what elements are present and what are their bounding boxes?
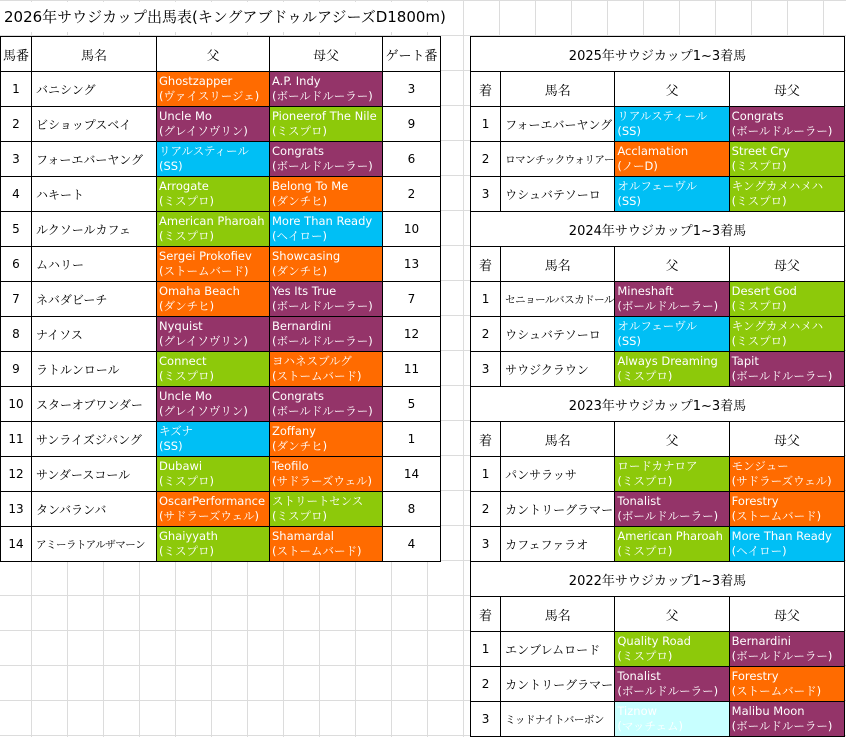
entry-row	[1, 247, 441, 282]
entry-dam-sire-cell-horse: Bernardini	[272, 319, 332, 333]
result-sire-cell-line: (ミスプロ)	[617, 369, 673, 383]
result-dam-sire-cell-horse: Bernardini	[731, 634, 792, 648]
entry-horse-name[interactable]: ビショップスベイ	[32, 107, 157, 142]
results-header-cell[interactable]: 着	[471, 72, 501, 107]
result-sire-cell[interactable]	[615, 702, 729, 737]
result-sire-cell[interactable]	[615, 457, 729, 492]
result-horse-name[interactable]: パンサラッサ	[501, 457, 615, 492]
result-sire-cell[interactable]	[615, 142, 729, 177]
entry-row	[1, 527, 441, 562]
entry-number[interactable]: 13	[1, 492, 32, 527]
entry-horse-name[interactable]: バニシング	[32, 72, 157, 107]
result-sire-cell-line: (ミスプロ)	[617, 474, 673, 488]
entry-sire-cell[interactable]	[157, 247, 270, 282]
results-header-cell[interactable]: 馬名	[501, 422, 615, 457]
result-sire-cell-line: (ノーD)	[617, 159, 658, 173]
entries-header-cell[interactable]: 馬番	[1, 37, 32, 72]
entry-dam-sire-cell[interactable]	[270, 142, 383, 177]
results-header-cell[interactable]: 着	[471, 247, 501, 282]
entry-sire-cell-horse: Arrogate	[159, 179, 209, 193]
entry-sire-cell-horse: Uncle Mo	[159, 109, 212, 123]
entry-dam-sire-cell[interactable]	[270, 107, 383, 142]
entry-sire-cell[interactable]	[157, 72, 270, 107]
entry-horse-name[interactable]: ネバダビーチ	[32, 282, 157, 317]
entry-dam-sire-cell-horse: Congrats	[272, 389, 324, 403]
result-dam-sire-cell[interactable]	[729, 632, 844, 667]
result-place[interactable]: 3	[471, 352, 501, 387]
result-place[interactable]: 2	[471, 667, 501, 702]
entry-dam-sire-cell[interactable]	[270, 457, 383, 492]
entry-dam-sire-cell-line: (ヘイロー)	[272, 229, 327, 243]
entry-dam-sire-cell[interactable]	[270, 492, 383, 527]
entry-sire-cell[interactable]	[157, 387, 270, 422]
result-row	[471, 667, 845, 702]
result-sire-cell-horse: Mineshaft	[617, 284, 674, 298]
entry-dam-sire-cell-horse: Congrats	[272, 144, 324, 158]
result-dam-sire-cell-line: (ミスプロ)	[731, 159, 787, 173]
entry-gate-number[interactable]: 11	[383, 352, 441, 387]
entry-dam-sire-cell[interactable]	[270, 387, 383, 422]
entry-sire-cell-line: (サドラーズウェル)	[159, 509, 259, 523]
result-horse-name[interactable]: サウジクラウン	[501, 352, 615, 387]
entry-row	[1, 177, 441, 212]
entry-gate-number[interactable]: 5	[383, 387, 441, 422]
entry-dam-sire-cell[interactable]	[270, 282, 383, 317]
entry-dam-sire-cell[interactable]	[270, 352, 383, 387]
entry-number[interactable]: 7	[1, 282, 32, 317]
entry-sire-cell-line: (ミスプロ)	[159, 229, 214, 243]
entry-dam-sire-cell-line: (ボールドルーラー)	[272, 299, 373, 313]
entry-sire-cell[interactable]	[157, 317, 270, 352]
entry-gate-number[interactable]: 10	[383, 212, 441, 247]
entry-number[interactable]: 4	[1, 177, 32, 212]
entry-number[interactable]: 10	[1, 387, 32, 422]
result-sire-cell[interactable]	[615, 492, 729, 527]
result-dam-sire-cell-line: (ボールドルーラー)	[731, 719, 833, 733]
entry-dam-sire-cell-line: (ダンチヒ)	[272, 264, 328, 278]
entry-row	[1, 317, 441, 352]
results-header-cell[interactable]: 母父	[729, 247, 844, 282]
result-dam-sire-cell-horse: キングカメハメハ	[731, 319, 824, 333]
entry-row	[1, 142, 441, 177]
entry-gate-number[interactable]: 9	[383, 107, 441, 142]
entry-sire-cell-horse: OscarPerformance	[159, 494, 266, 508]
entry-dam-sire-cell-horse: A.P. Indy	[272, 74, 321, 88]
entry-dam-sire-cell-horse: More Than Ready	[272, 214, 373, 228]
result-dam-sire-cell[interactable]	[729, 492, 844, 527]
entry-sire-cell-line: (SS)	[159, 439, 183, 453]
entry-horse-name[interactable]: ルクソールカフェ	[32, 212, 157, 247]
result-dam-sire-cell-horse: Forestry	[731, 669, 779, 683]
result-horse-name[interactable]: ウシュバテソーロ	[501, 177, 615, 212]
results-section-title[interactable]: 2022年サウジカップ1~3着馬	[471, 562, 845, 597]
entry-gate-number[interactable]: 1	[383, 422, 441, 457]
past-results-table	[470, 36, 845, 737]
result-dam-sire-cell-line: (ミスプロ)	[731, 334, 787, 348]
result-sire-cell-horse: Tonalist	[617, 669, 661, 683]
result-place[interactable]: 1	[471, 282, 501, 317]
entry-dam-sire-cell-line: (ストームバード)	[272, 544, 362, 558]
entry-number[interactable]: 5	[1, 212, 32, 247]
result-dam-sire-cell-line: (サドラーズウェル)	[731, 474, 832, 488]
entry-sire-cell-line: (ミスプロ)	[159, 194, 214, 208]
entry-gate-number[interactable]: 4	[383, 527, 441, 562]
result-sire-cell[interactable]	[615, 667, 729, 702]
result-horse-name[interactable]: ウシュバテソーロ	[501, 317, 615, 352]
entry-sire-cell-horse: キズナ	[159, 424, 194, 438]
entry-number[interactable]: 2	[1, 107, 32, 142]
results-header-cell[interactable]: 馬名	[501, 247, 615, 282]
entry-horse-name[interactable]: ムハリー	[32, 247, 157, 282]
result-row	[471, 107, 845, 142]
result-sire-cell-line: (ミスプロ)	[617, 649, 673, 663]
entry-dam-sire-cell-line: (ストームバード)	[272, 369, 362, 383]
entry-number[interactable]: 8	[1, 317, 32, 352]
results-section-title-row	[471, 37, 845, 72]
result-dam-sire-cell[interactable]	[729, 702, 844, 737]
entry-dam-sire-cell-horse: Pioneerof The Nile	[272, 109, 377, 123]
entry-gate-number[interactable]: 2	[383, 177, 441, 212]
entry-dam-sire-cell-horse: Zoffany	[272, 424, 316, 438]
entry-sire-cell[interactable]	[157, 107, 270, 142]
result-horse-name[interactable]: ロマンチックウォリアー	[501, 142, 615, 177]
entry-number[interactable]: 14	[1, 527, 32, 562]
results-header-cell[interactable]: 馬名	[501, 72, 615, 107]
entry-gate-number[interactable]: 12	[383, 317, 441, 352]
results-header-cell[interactable]: 父	[615, 247, 729, 282]
result-dam-sire-cell-horse: キングカメハメハ	[731, 179, 824, 193]
result-row	[471, 317, 845, 352]
result-sire-cell-line: (ミスプロ)	[617, 544, 673, 558]
result-dam-sire-cell-horse: Congrats	[731, 109, 784, 123]
entry-horse-name[interactable]: アミーラトアルザマーン	[32, 527, 157, 562]
result-dam-sire-cell-line: (ヘイロー)	[731, 544, 787, 558]
result-horse-name[interactable]: セニョールバスカドール	[501, 282, 615, 317]
entry-sire-cell[interactable]	[157, 352, 270, 387]
result-dam-sire-cell[interactable]	[729, 667, 844, 702]
entry-number[interactable]: 11	[1, 422, 32, 457]
entry-dam-sire-cell-horse: Belong To Me	[272, 179, 349, 193]
result-place[interactable]: 3	[471, 702, 501, 737]
result-row	[471, 632, 845, 667]
entry-horse-name[interactable]: ラトルンロール	[32, 352, 157, 387]
result-place[interactable]: 1	[471, 457, 501, 492]
result-place[interactable]: 2	[471, 142, 501, 177]
result-dam-sire-cell-horse: Malibu Moon	[731, 704, 805, 718]
entry-dam-sire-cell[interactable]	[270, 212, 383, 247]
result-dam-sire-cell-horse: Forestry	[731, 494, 779, 508]
results-header-row	[471, 247, 845, 282]
entries-header-cell[interactable]: 馬名	[32, 37, 157, 72]
entry-sire-cell-line: (ミスプロ)	[159, 369, 214, 383]
entry-sire-cell-line: (ミスプロ)	[159, 544, 214, 558]
result-row	[471, 527, 845, 562]
result-sire-cell-line: (SS)	[617, 334, 641, 348]
result-dam-sire-cell[interactable]	[729, 282, 844, 317]
entry-dam-sire-cell-line: (ボールドルーラー)	[272, 334, 373, 348]
entry-dam-sire-cell[interactable]	[270, 527, 383, 562]
entry-horse-name[interactable]: スターオブワンダー	[32, 387, 157, 422]
entry-sire-cell-horse: Uncle Mo	[159, 389, 212, 403]
result-sire-cell[interactable]	[615, 177, 729, 212]
results-header-cell[interactable]: 着	[471, 422, 501, 457]
result-row	[471, 142, 845, 177]
entry-dam-sire-cell[interactable]	[270, 177, 383, 212]
entry-dam-sire-cell-line: (ダンチヒ)	[272, 439, 328, 453]
entry-sire-cell-line: (グレイソヴリン)	[159, 124, 248, 138]
results-section-title-row	[471, 212, 845, 247]
entry-horse-name[interactable]: サンライズジパング	[32, 422, 157, 457]
result-dam-sire-cell[interactable]	[729, 527, 844, 562]
result-dam-sire-cell-horse: Tapit	[731, 354, 759, 368]
result-dam-sire-cell[interactable]	[729, 142, 844, 177]
result-sire-cell-horse: オルフェーヴル	[617, 319, 697, 333]
results-section-title[interactable]: 2025年サウジカップ1~3着馬	[471, 37, 845, 72]
entry-sire-cell-line: (ミスプロ)	[159, 474, 214, 488]
entry-dam-sire-cell-line: (サドラーズウェル)	[272, 474, 372, 488]
entry-number[interactable]: 3	[1, 142, 32, 177]
result-place[interactable]: 2	[471, 492, 501, 527]
entry-sire-cell[interactable]	[157, 422, 270, 457]
results-header-cell[interactable]: 父	[615, 72, 729, 107]
entry-number[interactable]: 12	[1, 457, 32, 492]
results-header-cell[interactable]: 母父	[729, 597, 844, 632]
result-dam-sire-cell-line: (ストームバード)	[731, 684, 822, 698]
results-section-title[interactable]: 2023年サウジカップ1~3着馬	[471, 387, 845, 422]
entry-row	[1, 212, 441, 247]
result-horse-name[interactable]: カントリーグラマー	[501, 667, 615, 702]
result-horse-name[interactable]: フォーエバーヤング	[501, 107, 615, 142]
entry-sire-cell-horse: Omaha Beach	[159, 284, 240, 298]
result-sire-cell-line: (ボールドルーラー)	[617, 684, 719, 698]
result-horse-name[interactable]: ミッドナイトバーボン	[501, 702, 615, 737]
result-dam-sire-cell-line: (ボールドルーラー)	[731, 369, 833, 383]
entry-row	[1, 387, 441, 422]
result-horse-name[interactable]: カントリーグラマー	[501, 492, 615, 527]
entry-dam-sire-cell-horse: Showcasing	[272, 249, 341, 263]
entry-horse-name[interactable]: サンダースコール	[32, 457, 157, 492]
entry-gate-number[interactable]: 3	[383, 72, 441, 107]
result-sire-cell-horse: American Pharoah	[617, 529, 723, 543]
entry-sire-cell-line: (グレイソヴリン)	[159, 404, 248, 418]
results-header-cell[interactable]: 馬名	[501, 597, 615, 632]
result-dam-sire-cell-line: (ミスプロ)	[731, 299, 787, 313]
entry-row	[1, 457, 441, 492]
result-sire-cell-line: (SS)	[617, 124, 641, 138]
result-sire-cell-horse: Quality Road	[617, 634, 691, 648]
result-dam-sire-cell[interactable]	[729, 457, 844, 492]
result-sire-cell-horse: Tonalist	[617, 494, 661, 508]
result-sire-cell[interactable]	[615, 632, 729, 667]
entry-sire-cell[interactable]	[157, 457, 270, 492]
result-place[interactable]: 1	[471, 632, 501, 667]
entry-gate-number[interactable]: 13	[383, 247, 441, 282]
result-place[interactable]: 2	[471, 317, 501, 352]
results-header-cell[interactable]: 着	[471, 597, 501, 632]
result-row	[471, 282, 845, 317]
entry-sire-cell-horse: Sergei Prokofiev	[159, 249, 252, 263]
entry-dam-sire-cell-horse: ヨハネスブルグ	[272, 354, 352, 368]
entry-dam-sire-cell-horse: Shamardal	[272, 529, 334, 543]
result-row	[471, 492, 845, 527]
entry-dam-sire-cell-line: (ミスプロ)	[272, 509, 327, 523]
entry-sire-cell-line: (ダンチヒ)	[159, 299, 215, 313]
entries-header-cell[interactable]: 父	[157, 37, 270, 72]
entry-sire-cell[interactable]	[157, 492, 270, 527]
entry-gate-number[interactable]: 7	[383, 282, 441, 317]
result-sire-cell-horse: リアルスティール	[617, 109, 708, 123]
entry-sire-cell-horse: Dubawi	[159, 459, 203, 473]
results-section-title-row	[471, 387, 845, 422]
result-place[interactable]: 3	[471, 177, 501, 212]
entry-dam-sire-cell[interactable]	[270, 72, 383, 107]
entry-horse-name[interactable]: タンバランバ	[32, 492, 157, 527]
result-dam-sire-cell-line: (ミスプロ)	[731, 194, 787, 208]
result-sire-cell-horse: Tiznow	[617, 704, 658, 718]
result-place[interactable]: 1	[471, 107, 501, 142]
result-horse-name[interactable]: エンブレムロード	[501, 632, 615, 667]
result-dam-sire-cell[interactable]	[729, 352, 844, 387]
result-horse-name[interactable]: カフェファラオ	[501, 527, 615, 562]
entry-sire-cell-horse: Ghaiyyath	[159, 529, 218, 543]
results-section-title[interactable]: 2024年サウジカップ1~3着馬	[471, 212, 845, 247]
result-row	[471, 702, 845, 737]
entry-horse-name[interactable]: ナイソス	[32, 317, 157, 352]
entry-dam-sire-cell-line: (ボールドルーラー)	[272, 159, 373, 173]
result-dam-sire-cell-horse: Desert God	[731, 284, 797, 298]
entry-horse-name[interactable]: ハキート	[32, 177, 157, 212]
result-dam-sire-cell[interactable]	[729, 177, 844, 212]
result-dam-sire-cell-horse: Street Cry	[731, 144, 790, 158]
result-sire-cell-horse: オルフェーヴル	[617, 179, 697, 193]
result-dam-sire-cell[interactable]	[729, 107, 844, 142]
entry-sire-cell-line: (SS)	[159, 159, 183, 173]
entry-sire-cell-horse: リアルスティール	[159, 144, 249, 158]
result-sire-cell-line: (マッチェム)	[617, 719, 684, 733]
result-sire-cell[interactable]	[615, 317, 729, 352]
entry-number[interactable]: 6	[1, 247, 32, 282]
entry-dam-sire-cell-horse: Yes Its True	[272, 284, 337, 298]
entry-dam-sire-cell[interactable]	[270, 247, 383, 282]
entry-sire-cell-horse: Nyquist	[159, 319, 203, 333]
entry-dam-sire-cell-line: (ボールドルーラー)	[272, 404, 373, 418]
entry-sire-cell-horse: Connect	[159, 354, 207, 368]
entry-dam-sire-cell-line: (ミスプロ)	[272, 124, 327, 138]
entry-row	[1, 492, 441, 527]
result-dam-sire-cell[interactable]	[729, 317, 844, 352]
entry-dam-sire-cell-line: (ダンチヒ)	[272, 194, 328, 208]
result-dam-sire-cell-line: (ボールドルーラー)	[731, 124, 833, 138]
entry-gate-number[interactable]: 6	[383, 142, 441, 177]
result-dam-sire-cell-horse: モンジュー	[731, 459, 789, 473]
entry-sire-cell-line: (ストームバード)	[159, 264, 249, 278]
results-header-cell[interactable]: 父	[615, 597, 729, 632]
result-sire-cell-horse: Acclamation	[617, 144, 689, 158]
result-dam-sire-cell-line: (ストームバード)	[731, 509, 822, 523]
entry-row	[1, 282, 441, 317]
results-header-row	[471, 72, 845, 107]
sheet-title: 2026年サウジカップ出馬表(キングアブドゥルアジーズD1800m)	[4, 2, 452, 32]
result-sire-cell-horse: Always Dreaming	[617, 354, 718, 368]
entry-sire-cell[interactable]	[157, 527, 270, 562]
result-sire-cell[interactable]	[615, 352, 729, 387]
entry-sire-cell-line: (ヴァイスリージェ)	[159, 89, 260, 103]
entry-dam-sire-cell[interactable]	[270, 317, 383, 352]
results-header-row	[471, 597, 845, 632]
entry-sire-cell[interactable]	[157, 142, 270, 177]
entry-gate-number[interactable]: 14	[383, 457, 441, 492]
entry-row	[1, 422, 441, 457]
results-header-cell[interactable]: 父	[615, 422, 729, 457]
entry-row	[1, 72, 441, 107]
entry-number[interactable]: 1	[1, 72, 32, 107]
entry-sire-cell[interactable]	[157, 282, 270, 317]
entries-header-cell[interactable]: 母父	[270, 37, 383, 72]
result-sire-cell[interactable]	[615, 107, 729, 142]
entries-table	[0, 36, 441, 562]
entry-row	[1, 107, 441, 142]
results-section-title-row	[471, 562, 845, 597]
result-dam-sire-cell-horse: More Than Ready	[731, 529, 832, 543]
entry-dam-sire-cell-horse: ストリートセンス	[272, 494, 364, 508]
result-row	[471, 177, 845, 212]
entry-gate-number[interactable]: 8	[383, 492, 441, 527]
result-sire-cell[interactable]	[615, 527, 729, 562]
result-sire-cell-horse: ロードカナロア	[617, 459, 698, 473]
entries-header-cell[interactable]: ゲート番	[383, 37, 441, 72]
entry-dam-sire-cell-horse: Teofilo	[272, 459, 309, 473]
entry-row	[1, 352, 441, 387]
result-sire-cell-line: (SS)	[617, 194, 641, 208]
result-sire-cell-line: (ボールドルーラー)	[617, 299, 719, 313]
results-header-row	[471, 422, 845, 457]
entry-horse-name[interactable]: フォーエバーヤング	[32, 142, 157, 177]
results-header-cell[interactable]: 母父	[729, 72, 844, 107]
result-dam-sire-cell-line: (ボールドルーラー)	[731, 649, 833, 663]
entry-sire-cell[interactable]	[157, 177, 270, 212]
entry-dam-sire-cell[interactable]	[270, 422, 383, 457]
result-place[interactable]: 3	[471, 527, 501, 562]
result-sire-cell-line: (ボールドルーラー)	[617, 509, 719, 523]
result-row	[471, 457, 845, 492]
entry-sire-cell-line: (グレイソヴリン)	[159, 334, 248, 348]
entry-dam-sire-cell-line: (ボールドルーラー)	[272, 89, 373, 103]
entries-header-row	[1, 37, 441, 72]
entry-sire-cell-horse: American Pharoah	[159, 214, 265, 228]
entry-number[interactable]: 9	[1, 352, 32, 387]
entry-sire-cell[interactable]	[157, 212, 270, 247]
result-sire-cell[interactable]	[615, 282, 729, 317]
entry-sire-cell-horse: Ghostzapper	[159, 74, 233, 88]
result-row	[471, 352, 845, 387]
results-header-cell[interactable]: 母父	[729, 422, 844, 457]
